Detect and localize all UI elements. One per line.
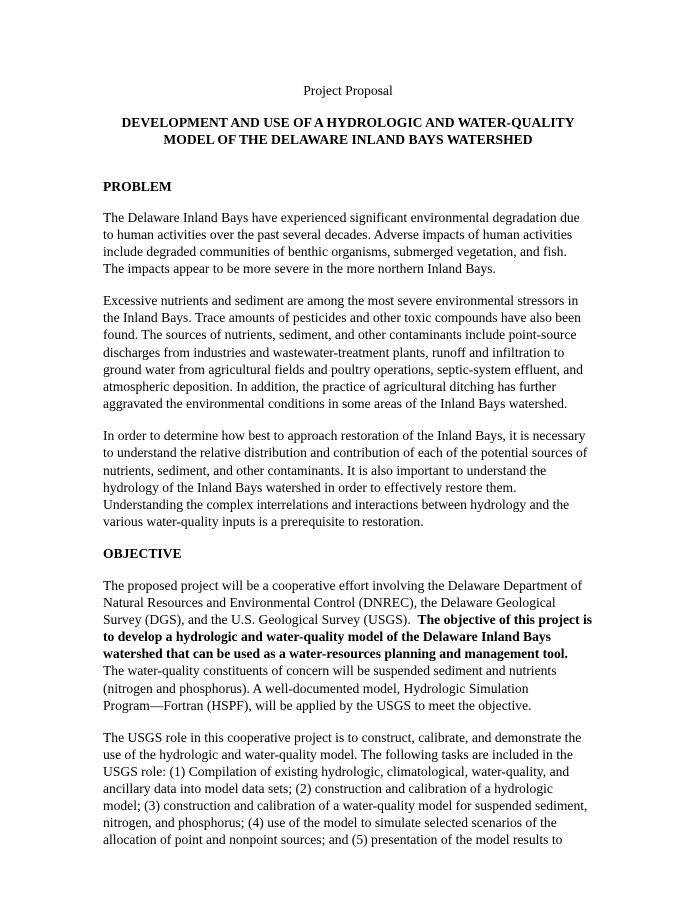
objective-p1-line: [103, 611, 592, 628]
objective-p1-line: (nitrogen and phosphorus). A well-documented model, Hydrologic Simulation: [103, 681, 529, 696]
problem-p2-line: the Inland Bays. Trace amounts of pesticides and other toxic compounds have also been: [103, 310, 581, 325]
problem-p3-line: nutrients, sediment, and other contaminants. It is also important to understand the: [103, 463, 547, 478]
problem-p3-line: Understanding the complex interrelations and interactions between hydrology and the: [103, 497, 570, 512]
problem-heading: PROBLEM: [103, 179, 172, 194]
problem-p1-line: to human activities over the past several decades. Adverse impacts of human activities: [103, 227, 573, 242]
problem-p2-line: Excessive nutrients and sediment are among the most severe environmental stressors in: [103, 293, 579, 308]
objective-heading: OBJECTIVE: [103, 546, 182, 561]
problem-p1-line: include degraded communities of benthic organisms, submerged vegetation, and fish.: [103, 244, 567, 259]
objective-statement-line: watershed that can be used as a water-resources planning and management tool.: [103, 646, 568, 661]
problem-p3-line: In order to determine how best to approach restoration of the Inland Bays, it is necessary: [103, 428, 586, 443]
problem-p1-line: The Delaware Inland Bays have experienced significant environmental degradation due: [103, 210, 580, 225]
problem-p2-line: atmospheric deposition. In addition, the practice of agricultural ditching has further: [103, 379, 556, 394]
document-title-line-2: MODEL OF THE DELAWARE INLAND BAYS WATERSHED: [163, 132, 533, 147]
objective-p2-line: model; (3) construction and calibration of a water-quality model for suspended sediment,: [103, 798, 588, 813]
objective-p1-line: The water-quality constituents of concern will be suspended sediment and nutrients: [103, 663, 557, 678]
objective-p1-line: Natural Resources and Environmental Control (DNREC), the Delaware Geological: [103, 595, 556, 610]
objective-p1-line: The proposed project will be a cooperative effort involving the Delaware Department of: [103, 578, 583, 593]
objective-p1-line: Program—Fortran (HSPF), will be applied by the USGS to meet the objective.: [103, 698, 532, 713]
problem-p3-line: hydrology of the Inland Bays watershed in order to effectively restore them.: [103, 480, 517, 495]
problem-p3-line: various water-quality inputs is a prerequisite to restoration.: [103, 514, 424, 529]
document-title-line-1: DEVELOPMENT AND USE OF A HYDROLOGIC AND WATER-QUALITY: [121, 115, 575, 130]
objective-p2-line: ancillary data into model data sets; (2) construction and calibration of a hydrologic: [103, 781, 553, 796]
objective-p2-line: USGS role: (1) Compilation of existing hydrologic, climatological, water-quality, and: [103, 764, 570, 779]
problem-p2-line: ground water from agricultural fields and poultry operations, septic-system effluent, and: [103, 362, 583, 377]
objective-p2-line: The USGS role in this cooperative project is to construct, calibrate, and demonstrate the: [103, 730, 582, 745]
document-header: Project Proposal: [303, 83, 393, 98]
objective-p2-line: nitrogen, and phosphorus; (4) use of the model to simulate selected scenarios of the: [103, 815, 557, 830]
problem-p2-line: aggravated the environmental conditions in some areas of the Inland Bays watershed.: [103, 396, 568, 411]
problem-p2-line: discharges from industries and wastewater-treatment plants, runoff and infiltration to: [103, 345, 565, 360]
objective-statement-line: to develop a hydrologic and water-quality model of the Delaware Inland Bays: [103, 629, 551, 644]
objective-p2-line: use of the hydrologic and water-quality model. The following tasks are included in the: [103, 747, 573, 762]
objective-statement: The objective of this project is: [417, 612, 593, 627]
problem-p1-line: The impacts appear to be more severe in the more northern Inland Bays.: [103, 261, 496, 276]
objective-p1-text: Survey (DGS), and the U.S. Geological Survey (USGS).: [103, 612, 418, 627]
problem-p2-line: found. The sources of nutrients, sediment, and other contaminants include point-source: [103, 327, 577, 342]
objective-p2-line: allocation of point and nonpoint sources; and (5) presentation of the model results to: [103, 832, 563, 847]
problem-p3-line: to understand the relative distribution and contribution of each of the potential sources of: [103, 445, 588, 460]
